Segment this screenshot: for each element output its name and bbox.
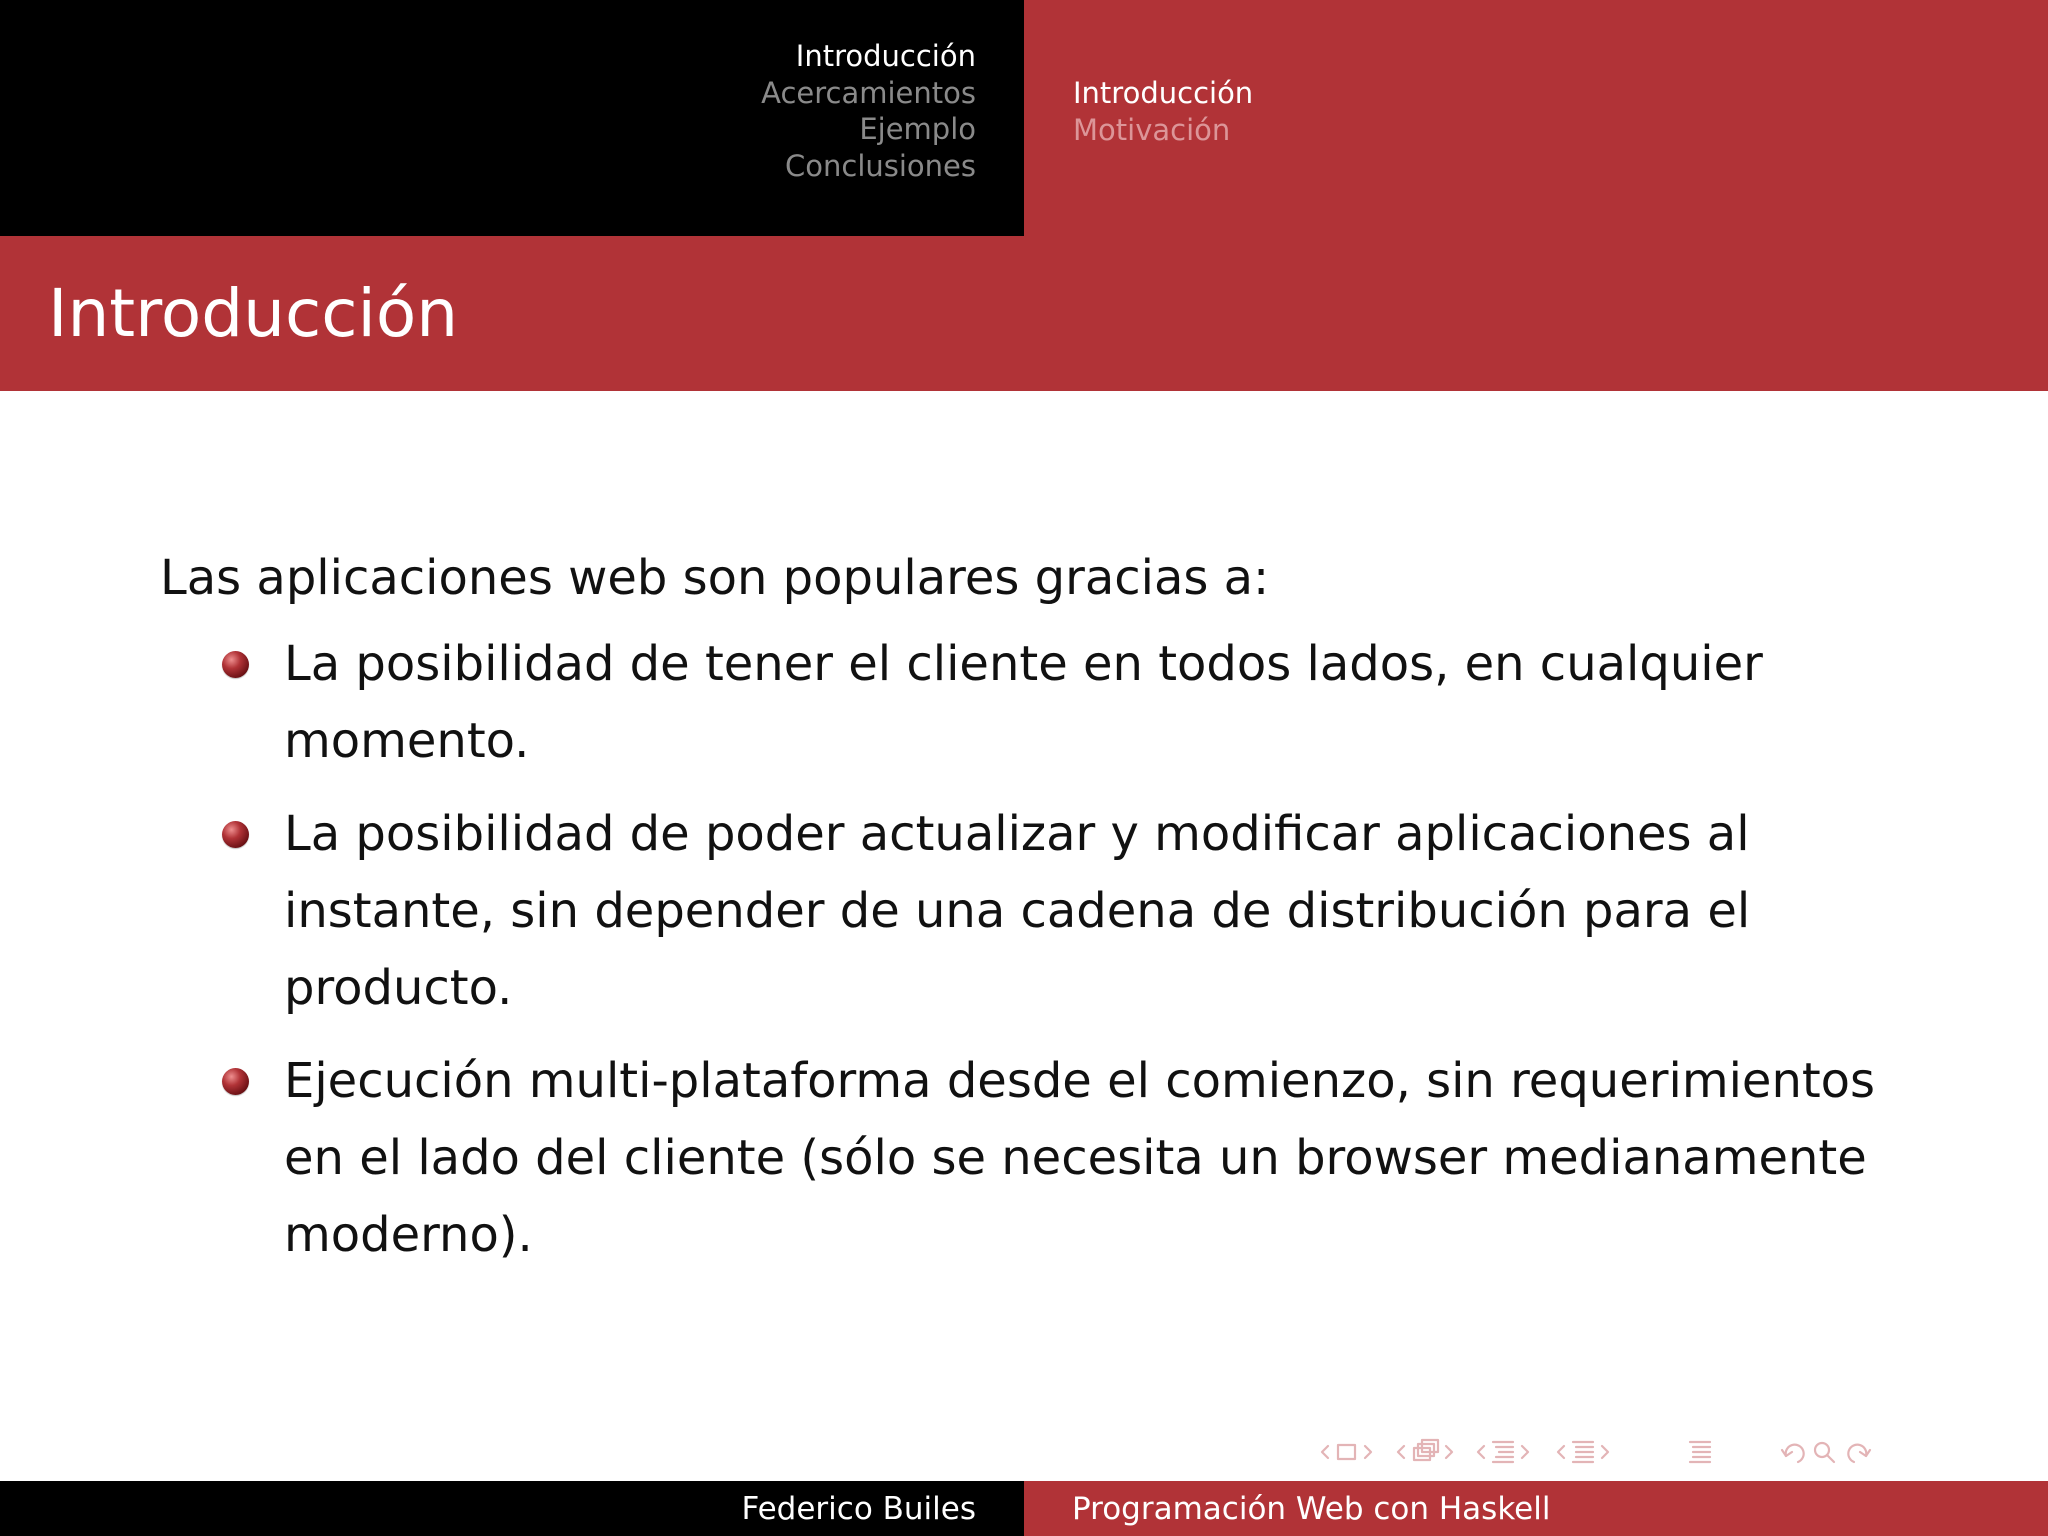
footer-author: Federico Builes — [741, 1491, 976, 1527]
bullet-text: La posibilidad de poder actualizar y modificar aplicaciones al instante, sin depender de una cadena de distribución para el producto. — [284, 806, 1751, 1016]
bullet-text: La posibilidad de tener el cliente en todos lados, en cualquier momento. — [284, 636, 1763, 769]
section-navigation — [761, 38, 976, 184]
back-search-forward-icons[interactable] — [1782, 1443, 1870, 1462]
headline-sections-panel — [0, 0, 1024, 236]
navigation-symbols — [1310, 1434, 2030, 1470]
subsection-navigation — [1073, 75, 1253, 148]
subsection-link-introduccion[interactable]: Introducción — [1073, 76, 1254, 110]
bullet-ball-icon — [222, 651, 249, 678]
footline-title-panel — [1024, 1481, 2048, 1536]
slide-body — [160, 540, 1920, 1290]
section-nav-icon[interactable] — [1558, 1442, 1608, 1462]
section-link-introduccion[interactable]: Introducción — [795, 39, 976, 73]
subsection-nav-icon[interactable] — [1478, 1442, 1528, 1462]
slides-nav-icon[interactable] — [1398, 1440, 1452, 1460]
intro-text: Las aplicaciones web son populares gracias a: — [160, 550, 1270, 606]
section-link-conclusiones[interactable]: Conclusiones — [785, 148, 976, 183]
frame-nav-icon[interactable] — [1322, 1445, 1371, 1459]
footline-author-panel — [0, 1481, 1024, 1536]
bullet-ball-icon — [222, 821, 249, 848]
section-link-ejemplo[interactable]: Ejemplo — [859, 112, 976, 146]
bullet-item — [160, 796, 1890, 1027]
headline-subsections-panel — [1024, 0, 2048, 236]
frame-title-bar — [0, 236, 2048, 391]
bullet-item — [160, 1043, 1890, 1274]
toc-nav-icon[interactable] — [1690, 1442, 1710, 1462]
subsection-link-motivacion[interactable]: Motivación — [1073, 112, 1231, 147]
bullet-text: Ejecución multi-plataforma desde el comienzo, sin requerimientos en el lado del cliente (sólo se necesita un browser medianamente moderno). — [284, 1053, 1876, 1263]
bullet-item — [160, 626, 1890, 780]
bullet-ball-icon — [222, 1068, 249, 1095]
slide-title: Introducción — [48, 275, 459, 352]
navigation-symbols-graphic — [1310, 1434, 2030, 1470]
bullet-list — [160, 626, 1920, 1274]
section-link-acercamientos[interactable]: Acercamientos — [761, 75, 976, 110]
footer-talk-title: Programación Web con Haskell — [1072, 1491, 1551, 1527]
